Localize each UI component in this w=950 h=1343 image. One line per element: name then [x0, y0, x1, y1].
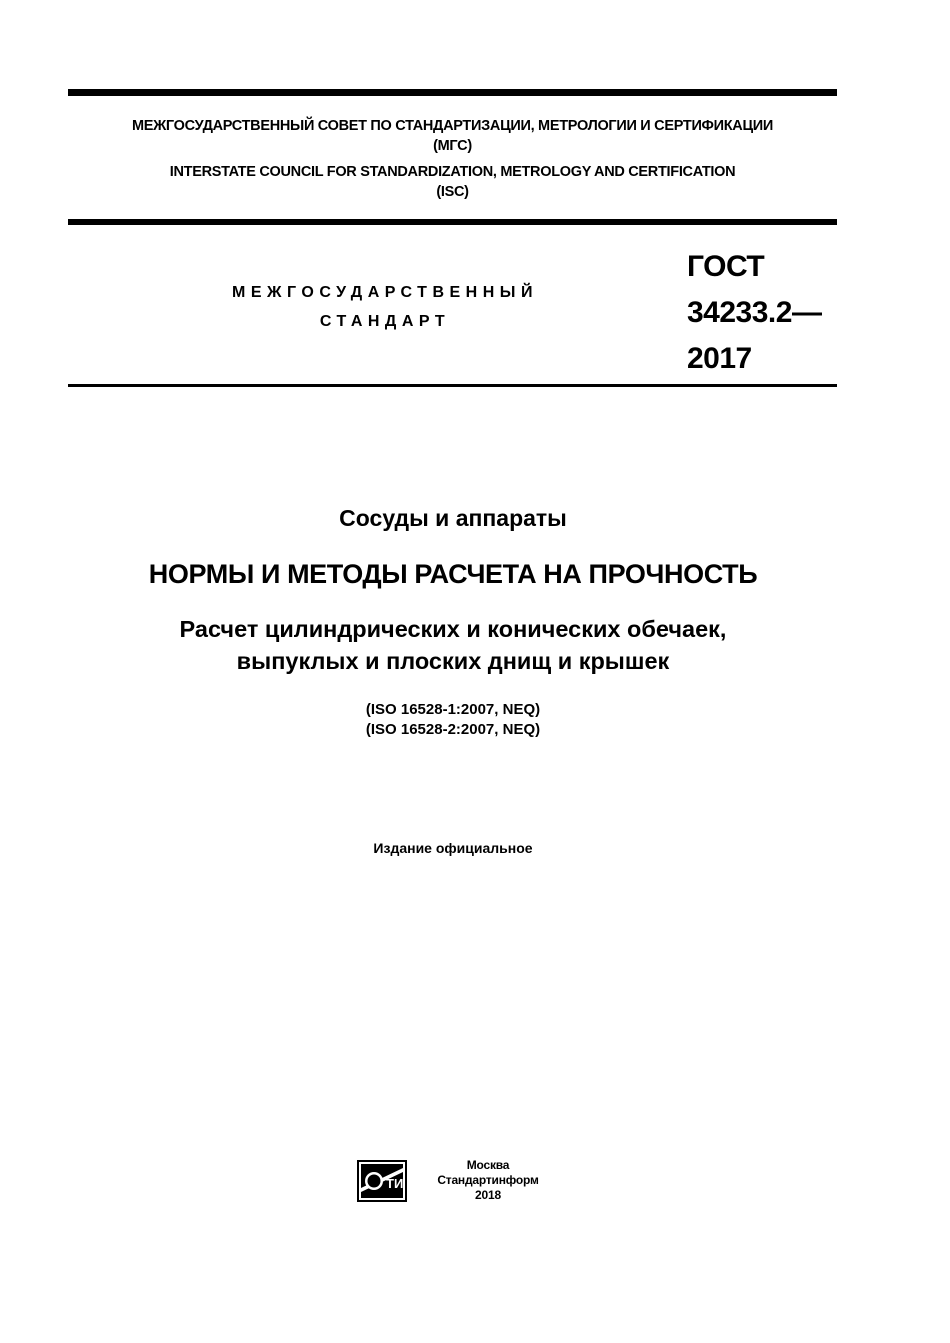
council-name-ru — [68, 116, 837, 156]
publisher-city: Москва — [466, 1158, 510, 1172]
council-name-ru-text: МЕЖГОСУДАРСТВЕННЫЙ СОВЕТ ПО СТАНДАРТИЗАЦИИ, МЕТРОЛОГИИ И СЕРТИФИКАЦИИ — [131, 118, 774, 134]
document-title: НОРМЫ И МЕТОДЫ РАСЧЕТА НА ПРОЧНОСТЬ — [148, 559, 758, 589]
bottom-rule — [68, 384, 837, 387]
publisher-name: Стандартинформ — [437, 1173, 539, 1187]
standard-type-line2: СТАНДАРТ — [319, 313, 451, 330]
gost-number: 34233.2— — [687, 296, 822, 329]
standard-type-line1: МЕЖГОСУДАРСТВЕННЫЙ — [232, 284, 538, 301]
publication-year: 2018 — [475, 1188, 501, 1202]
iso-reference-2: (ISO 16528-2:2007, NEQ) — [365, 721, 541, 738]
top-rule — [68, 89, 837, 96]
iso-references — [0, 700, 906, 740]
council-abbr-en: (ISC) — [436, 184, 469, 200]
document-subtitle — [0, 613, 906, 677]
middle-rule — [68, 219, 837, 225]
publisher-info — [420, 1158, 556, 1203]
document-subtitle-line2: выпуклых и плоских днищ и крышек — [236, 648, 670, 674]
edition-note: Издание официальное — [373, 840, 533, 856]
gost-designation — [687, 244, 821, 382]
standard-type — [150, 278, 620, 336]
document-subject: Сосуды и аппараты — [339, 505, 567, 531]
council-abbr-ru: (МГС) — [433, 138, 472, 154]
gost-year: 2017 — [687, 342, 752, 375]
svg-text:ТИ: ТИ — [386, 1176, 404, 1191]
iso-reference-1: (ISO 16528-1:2007, NEQ) — [365, 701, 541, 718]
council-name-en — [68, 162, 837, 202]
document-subtitle-line1: Расчет цилиндрических и конических обечаек, — [179, 616, 727, 642]
council-name-en-text: INTERSTATE COUNCIL FOR STANDARDIZATION, METROLOGY AND CERTIFICATION — [169, 164, 736, 180]
standartinform-logo-icon — [357, 1158, 409, 1204]
gost-label: ГОСТ — [687, 250, 765, 283]
